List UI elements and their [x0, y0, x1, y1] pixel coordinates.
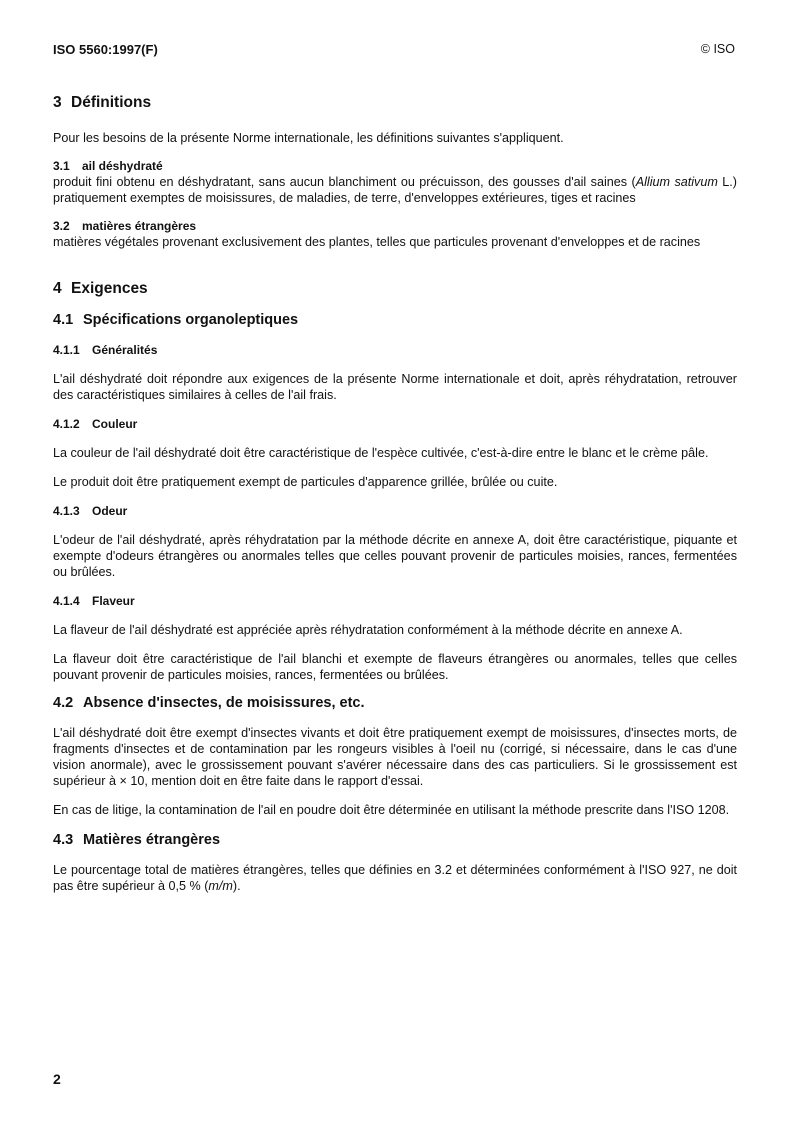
section-title: Odeur — [92, 504, 128, 518]
section-title: Absence d'insectes, de moisissures, etc. — [83, 695, 365, 711]
definitions-intro: Pour les besoins de la présente Norme internationale, les définitions suivantes s'appliquent. — [53, 131, 564, 145]
copyright-mark: © ISO — [700, 42, 735, 56]
section-number: 4.1.4 — [53, 594, 80, 608]
paragraph: Le produit doit être pratiquement exempt de particules d'apparence grillée, brûlée ou cuite. — [53, 475, 558, 489]
paragraph — [53, 862, 737, 894]
term-number: 3.1 — [53, 159, 70, 173]
term-number: 3.2 — [53, 219, 70, 233]
section-4-1-4-heading — [53, 594, 737, 608]
section-4-1-heading — [53, 312, 737, 328]
section-title: Exigences — [71, 280, 148, 297]
paragraph: L'ail déshydraté doit être exempt d'insectes vivants et doit être pratiquement exempt de moisissures, d'insectes morts, de fragments d'insectes et de contamination par les rongeurs visibles à l'oeil nu (corrigé, si nécessaire, dans le cas d'une vision anormale), avec le grossissement pouvant s'avérer nécessaire dans des cas particuliers. Si le grossissement est supérieur à × 10, mention doit en être faite dans le rapport d'essai. — [53, 726, 737, 788]
definition-3-2-term — [53, 219, 737, 234]
section-number: 4 — [53, 280, 62, 297]
paragraph: La couleur de l'ail déshydraté doit être caractéristique de l'espèce cultivée, c'est-à-dire entre le blanc et le crème pâle. — [53, 446, 709, 460]
section-number: 4.1 — [53, 312, 74, 328]
section-number: 4.1.3 — [53, 504, 80, 518]
text-part: ). — [232, 879, 241, 893]
paragraph: La flaveur de l'ail déshydraté est appréciée après réhydratation conformément à la méthode décrite en annexe A. — [53, 623, 683, 637]
section-title: Définitions — [71, 94, 152, 111]
page-number: 2 — [53, 1071, 61, 1087]
section-title: Flaveur — [92, 594, 135, 608]
unit-label: m/m — [208, 879, 233, 893]
section-4-1-1-heading — [53, 343, 737, 357]
section-title: Couleur — [92, 417, 138, 431]
section-3-heading — [53, 94, 737, 112]
text-part: produit fini obtenu en déshydratant, sans aucun blanchiment ou précuisson, des gousses d'ail saines ( — [53, 175, 636, 189]
section-number: 3 — [53, 94, 62, 111]
term-label: ail déshydraté — [82, 159, 163, 173]
section-number: 4.2 — [53, 695, 74, 711]
section-4-2-heading — [53, 695, 737, 711]
section-4-3-heading — [53, 832, 737, 848]
section-title: Spécifications organoleptiques — [83, 312, 299, 328]
section-number: 4.3 — [53, 832, 74, 848]
latin-name: Allium sativum — [635, 175, 718, 189]
section-4-heading — [53, 280, 737, 298]
definition-3-1-text — [53, 174, 737, 206]
section-title: Généralités — [92, 343, 158, 357]
paragraph: L'odeur de l'ail déshydraté, après réhydratation par la méthode décrite en annexe A, doit être caractéristique, piquante et exempte d'odeurs étrangères ou anormales telles que celles pouvant provenir de particules moisies, rances, fermentées ou brûlées. — [53, 533, 737, 579]
standard-reference: ISO 5560:1997(F) — [53, 42, 158, 57]
section-title: Matières étrangères — [83, 832, 221, 848]
text-part: L.) pratiquement exemptes de moisissures, de maladies, de terre, d'enveloppes extérieures, tiges et racines — [53, 175, 737, 205]
section-number: 4.1.1 — [53, 343, 80, 357]
paragraph: L'ail déshydraté doit répondre aux exigences de la présente Norme internationale et doit, après réhydratation, retrouver des caractéristiques similaires à celles de l'ail frais. — [53, 372, 737, 402]
paragraph: La flaveur doit être caractéristique de l'ail blanchi et exempte de flaveurs étrangères ou anormales, telles que celles pouvant provenir de particules moisies, rances, fermentées ou brûlées. — [53, 652, 737, 682]
text-part: Le pourcentage total de matières étrangères, telles que définies en 3.2 et déterminées conformément à l'ISO 927, ne doit pas être supérieur à 0,5 % ( — [53, 863, 737, 893]
definition-3-1-term — [53, 159, 737, 174]
definition-3-2-text: matières végétales provenant exclusivement des plantes, telles que particules provenant d'enveloppes et de racines — [53, 235, 701, 249]
section-number: 4.1.2 — [53, 417, 80, 431]
paragraph: En cas de litige, la contamination de l'ail en poudre doit être déterminée en utilisant la méthode prescrite dans l'ISO 1208. — [53, 803, 730, 817]
term-label: matières étrangères — [82, 219, 197, 233]
section-4-1-3-heading — [53, 504, 737, 518]
main-content — [53, 94, 737, 894]
section-4-1-2-heading — [53, 417, 737, 431]
